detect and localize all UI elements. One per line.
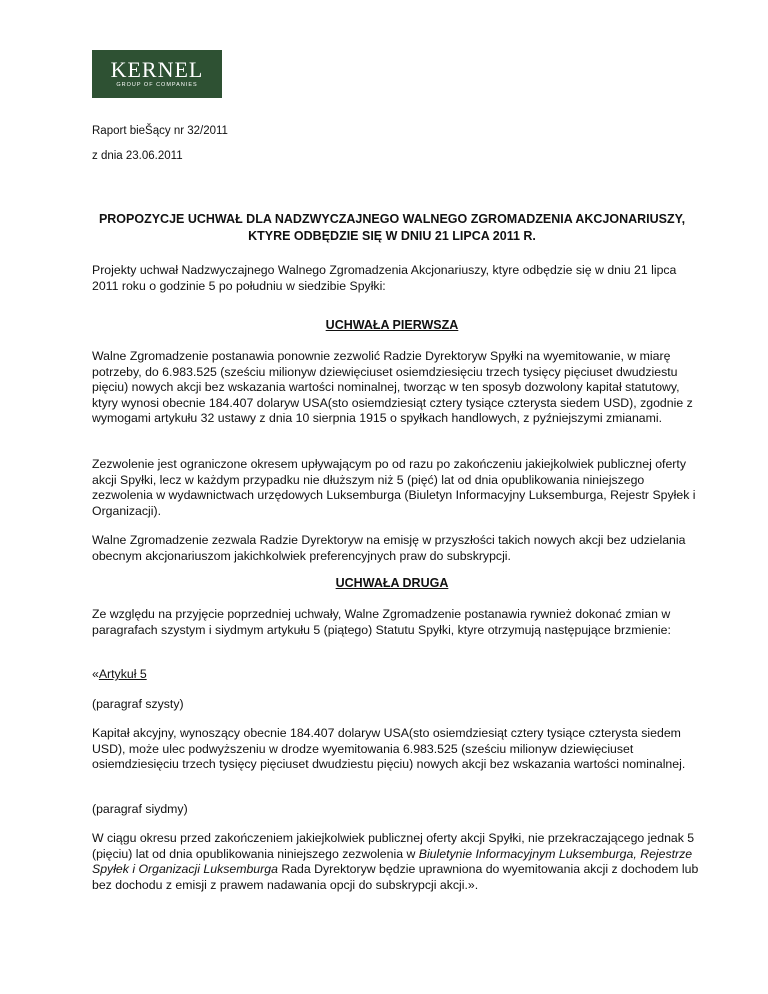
- paragraph-7-text-a: W ciągu okresu przed zakończeniem jakiejkolwiek publicznej oferty akcji Spyłki, nie przekraczającego jednak 5 (pięciu) lat od dnia opublikowania niniejszego zezwolenia w: [92, 831, 695, 861]
- resolution-1-paragraph-2: Zezwolenie jest ograniczone okresem upływającym po od razu po zakończeniu jakiejkolwiek publicznej oferty akcji Spyłki, lecz w każdym przypadku nie dłuższym niż 5 (pięć) lat od dnia opublikowania niniejszego zezwolenia w wydawnictwach urzędowych Luksemburga (Biuletyn Informacyjny Luksemburga, Rejestr Spyłek i Organizacji).: [92, 457, 696, 518]
- article-label: Artykuł 5: [98, 667, 147, 681]
- resolution-1-paragraph-3: Walne Zgromadzenie zezwala Radzie Dyrektoryw na emisję w przyszłości takich nowych akcji bez udzielania obecnym akcjonariuszom jakichkolwiek preferencyjnych praw do subskrypcji.: [92, 533, 686, 563]
- resolution-1-paragraph-1: Walne Zgromadzenie postanawia ponownie zezwolić Radzie Dyrektoryw Spyłki na wyemitowanie, w miarę potrzeby, do 6.983.525 (sześciu milionyw dziewięciuset osiemdziesięciu trzech tysięcy pięciuset dwudziestu pięciu) nowych akcji bez wskazania wartości nominalnej, tworząc w ten sposyb dozwolony kapitał statutowy, ktyry wynosi obecnie 184.407 dolaryw USA(sto osiemdziesiąt cztery tysiące czterysta siedem USD), zgodnie z wymogami artykułu 32 ustawy z dnia 10 sierpnia 1915 o spyłkach handlowych, z pyźniejszymi zmianami.: [92, 349, 693, 425]
- logo-brand: KERNEL: [110, 57, 204, 82]
- paragraph-7-text: [92, 831, 702, 893]
- paragraph-6-label: (paragraf szysty): [92, 697, 184, 711]
- resolution-1-heading: UCHWAŁA PIERWSZA: [325, 318, 459, 332]
- document-title: PROPOZYCJE UCHWAŁ DLA NADZWYCZAJNEGO WALNEGO ZGROMADZENIA AKCJONARIUSZY, KTYRE ODBĘDZIE SIĘ W DNIU 21 LIPCA 2011 R.: [98, 212, 686, 243]
- paragraph-7-text-b: Rada Dyrektoryw będzie uprawniona do wyemitowania akcji z dochodem lub bez dochodu z emisji z prawem nadawania opcji do subskrypcji akcji.».: [92, 862, 699, 892]
- resolution-2-heading: UCHWAŁA DRUGA: [335, 576, 449, 590]
- logo-subtitle: GROUP OF COMPANIES: [116, 82, 198, 88]
- paragraph-7-label: (paragraf siydmy): [92, 802, 188, 816]
- resolution-2-paragraph-1: Ze względu na przyjęcie poprzedniej uchwały, Walne Zgromadzenie postanawia rywnież dokonać zmian w paragrafach szystym i siydmym artykułu 5 (piątego) Statutu Spyłki, ktyre otrzymują następujące brzmienie:: [92, 607, 671, 637]
- company-logo: [92, 50, 222, 98]
- paragraph-7-italic: Biuletynie Informacyjnym Luksemburga, Rejestrze Spyłek i Organizacji Luksemburga: [92, 846, 693, 876]
- report-number: Raport bieŠący nr 32/2011: [92, 125, 228, 137]
- article-heading: [92, 667, 702, 683]
- intro-paragraph: Projekty uchwał Nadzwyczajnego Walnego Zgromadzenia Akcjonariuszy, ktyre odbędzie się w dniu 21 lipca 2011 roku o godzinie 5 po południu w siedzibie Spyłki:: [92, 263, 677, 293]
- article-open-quote: «: [92, 667, 99, 681]
- report-date: z dnia 23.06.2011: [92, 150, 183, 162]
- paragraph-6-text: Kapitał akcyjny, wynoszący obecnie 184.407 dolaryw USA(sto osiemdziesiąt cztery tysiące czterysta siedem USD), może ulec podwyższeniu w drodze wyemitowania 6.983.525 (sześciu milionyw dziewięciuset osiemdziesięciu trzech tysięcy pięciuset dwudziestu pięciu) nowych akcji bez wskazania wartości nominalnej.: [92, 726, 686, 771]
